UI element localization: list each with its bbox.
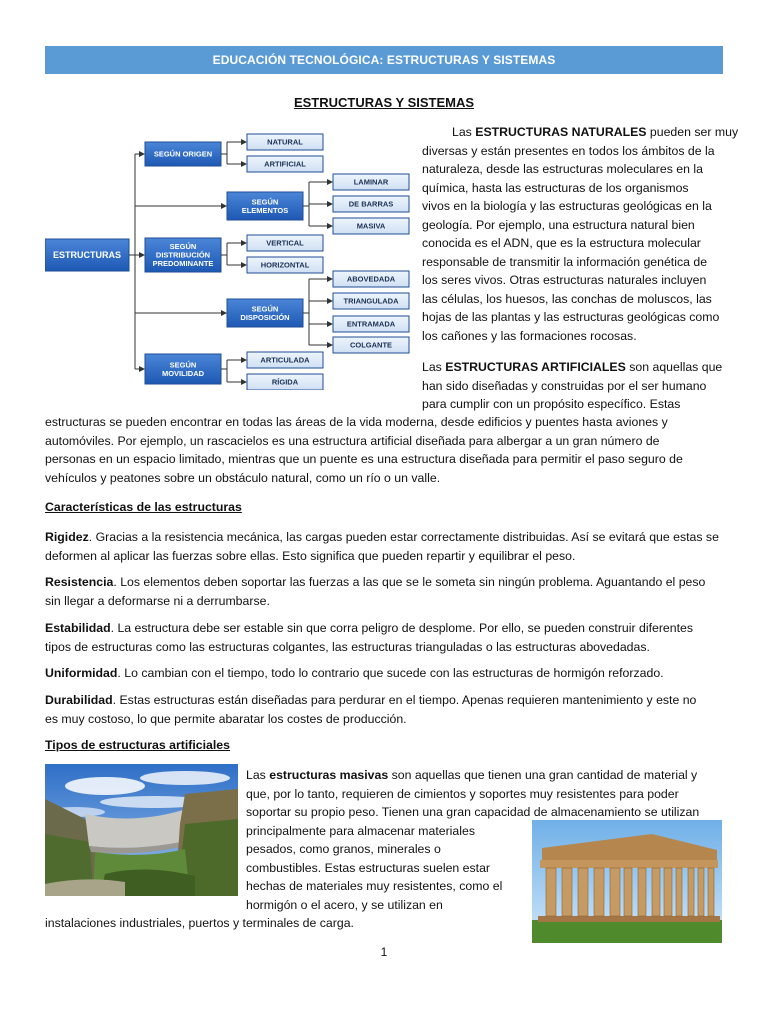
diagram-branch-label: SEGÚN DISPOSICIÓN [240, 304, 290, 322]
diagram-leaf-label: TRIANGULADA [343, 296, 399, 306]
text-line: sin llegar a deformarse ni a derrumbarse. [45, 593, 270, 608]
text-line: para cumplir con un propósito específico. Estas [422, 397, 681, 411]
diagram-leaf-label: ARTIFICIAL [264, 159, 306, 169]
text-line: tipos de estructuras como las estructuras colgantes, las estructuras trianguladas o las estructuras abovedadas. [45, 639, 650, 654]
characteristic-item [45, 528, 735, 565]
dam-photo [45, 764, 238, 896]
text-line: responsable de transmitir la información genética de [422, 254, 708, 269]
artificial-structures-paragraph [45, 413, 735, 487]
diagram-branch-label: SEGÚN MOVILIDAD [161, 360, 205, 378]
diagram-leaf-label: COLGANTE [349, 340, 393, 350]
text-line: las células, los huesos, las conchas de moluscos, las [422, 291, 712, 306]
header-banner: EDUCACIÓN TECNOLÓGICA: ESTRUCTURAS Y SISTEMAS [45, 46, 723, 74]
diagram-branch-label: SEGÚN ORIGEN [153, 149, 213, 159]
text-line: hojas de las plantas y las estructuras geológicas como [422, 310, 720, 324]
text-line: soportar su propio peso. Tienen una gran capacidad de almacenamiento se utilizan [246, 805, 700, 819]
text-line: Las ESTRUCTURAS NATURALES pueden ser muy [452, 125, 739, 139]
text-line: instalaciones industriales, puertos y terminales de carga. [45, 916, 354, 930]
text-line: que, por lo tanto, requieren de cimientos y soportes muy resistentes para poder [246, 786, 679, 801]
text-line: personas en un espacio limitado, mientras que un puente es una estructura diseñada para permitir el paso seguro de [45, 452, 683, 466]
diagram-leaf-label: ENTRAMADA [346, 319, 396, 329]
diagram-leaf-label: HORIZONTAL [260, 260, 310, 270]
text-line: geología. Por ejemplo, una estructura natural bien [422, 217, 695, 232]
page-title: ESTRUCTURAS Y SISTEMAS [293, 95, 475, 110]
text-line: es muy costoso, lo que permite abaratar los costes de producción. [45, 711, 407, 726]
text-line: pesados, como granos, minerales o [246, 842, 441, 856]
structures-classification-diagram [45, 128, 410, 390]
diagram-leaf-label: LAMINAR [353, 177, 389, 187]
text-line: vehículos y peatones sobre un obstáculo natural, como un río o un valle. [45, 470, 441, 485]
diagram-leaf-label: MASIVA [356, 221, 386, 231]
text-line: Las estructuras masivas son aquellas que tienen una gran cantidad de material y [246, 768, 698, 782]
text-line: Rigidez. Gracias a la resistencia mecánica, las cargas pueden estar correctamente distribuidas. Así se evitará que estas se [45, 530, 719, 544]
diagram-leaf-label: ARTICULADA [260, 355, 310, 365]
types-heading: Tipos de estructuras artificiales [45, 738, 230, 752]
diagram-root-label: ESTRUCTURAS [52, 250, 122, 261]
text-line: hormigón o el acero, y se utilizan en [246, 897, 443, 912]
page-number: 1 [380, 945, 388, 959]
massive-structures-paragraph [45, 766, 726, 933]
diagram-branch-label: SEGÚN ELEMENTOS [241, 197, 289, 215]
diagram-branch-label: SEGÚN DISTRIBUCIÓN PREDOMINANTE [152, 242, 214, 269]
artificial-structures-intro [422, 358, 727, 414]
text-line: automóviles. Por ejemplo, un rascacielos es una estructura artificial diseñada para albergar a un gran número de [45, 433, 660, 448]
characteristic-item [45, 573, 735, 610]
text-line: Durabilidad. Estas estructuras están diseñadas para perdurar en el tiempo. Apenas requieren mantenimiento y este no [45, 693, 697, 707]
text-line: vivos en la biología y las estructuras geológicas en la [422, 199, 712, 213]
text-line: diversas y están presentes en todos los ámbitos de la [422, 143, 715, 158]
diagram-leaf-label: VERTICAL [266, 238, 304, 248]
text-line: combustibles. Estas estructuras suelen estar [246, 860, 490, 875]
text-line: química, hasta las estructuras de los organismos [422, 180, 689, 195]
text-line: Uniformidad. Lo cambian con el tiempo, todo lo contrario que sucede con las estructuras de hormigón reforzado. [45, 666, 664, 680]
text-line: los seres vivos. Otras estructuras naturales incluyen [422, 273, 707, 287]
natural-structures-paragraph [422, 123, 739, 345]
text-line: Resistencia. Los elementos deben soportar las fuerzas a las que se le someta sin ningún problema. Aguantando el peso [45, 575, 706, 589]
text-line: Estabilidad. La estructura debe ser estable sin que corra peligro de desplome. Por ello, se pueden construir diferentes [45, 621, 694, 635]
characteristics-heading: Características de las estructuras [45, 500, 242, 514]
diagram-leaf-label: DE BARRAS [348, 199, 394, 209]
text-line: Las ESTRUCTURAS ARTIFICIALES son aquellas que [422, 360, 723, 374]
text-line: los cañones y las formaciones rocosas. [422, 328, 637, 343]
diagram-leaf-label: RÍGIDA [271, 377, 299, 387]
characteristic-item [45, 619, 735, 656]
text-line: conocida es el ADN, que es la estructura molecular [422, 236, 701, 250]
characteristic-item [45, 664, 735, 683]
diagram-leaf-label: NATURAL [267, 137, 303, 147]
characteristic-item [45, 691, 735, 728]
text-line: estructuras se pueden encontrar en todas las áreas de la vida moderna, desde edificios y puentes hasta aviones y [45, 415, 668, 429]
text-line: hechas de materiales muy resistentes, como el [246, 879, 503, 893]
text-line: deformen al aplicar las fuerzas sobre ellas. Esto significa que pueden repartir y equilibrar el peso. [45, 548, 576, 563]
diagram-leaf-label: ABOVEDADA [346, 274, 396, 284]
text-line: naturaleza, desde las estructuras moleculares en la [422, 162, 703, 176]
text-line: principalmente para almacenar materiales [246, 823, 475, 838]
text-line: han sido diseñadas y construidas por el ser humano [422, 378, 707, 393]
